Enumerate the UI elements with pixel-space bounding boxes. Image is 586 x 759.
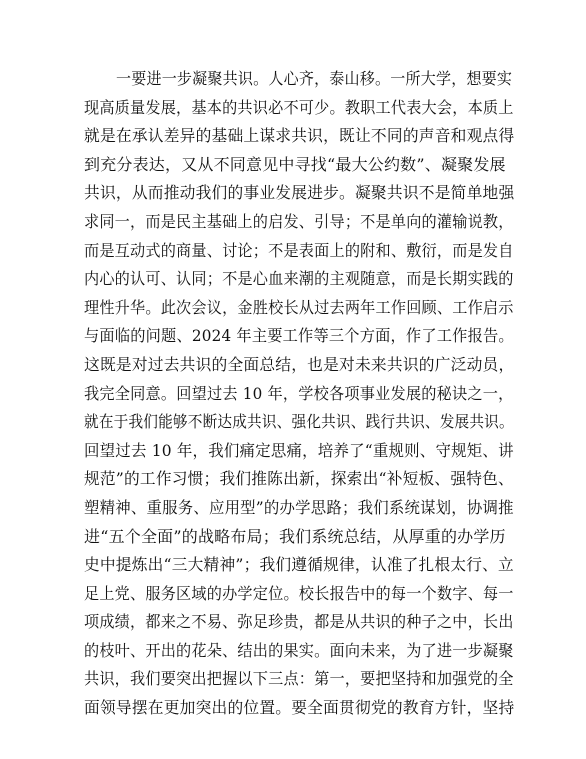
text-line: 项成绩，都来之不易、弥足珍贵，都是从共识的种子之中，长出	[84, 612, 514, 632]
text-line: 一要进一步凝聚共识。人心齐，泰山移。一所大学，想要实	[115, 69, 513, 88]
text-line: 的枝叶、开出的花朵、结出的果实。面向未来，为了进一步凝聚	[84, 640, 514, 660]
text-line: 面领导摆在更加突出的位置。要全面贯彻党的教育方针，坚持	[84, 698, 515, 718]
text-line: 共识，我们要突出把握以下三点：第一，要把坚持和加强党的全	[84, 669, 514, 689]
text-line: 规范”的工作习惯；我们推陈出新，探索出“补短板、强特色、	[84, 469, 514, 489]
text-line: 就在于我们能够不断达成共识、强化共识、践行共识、发展共识。	[84, 412, 514, 432]
text-line: 共识，从而推动我们的事业发展进步。凝聚共识不是简单地强	[84, 183, 515, 203]
text-line: 求同一，而是民主基础上的启发、引导；不是单向的灌输说教，	[84, 211, 514, 231]
text-line: 进“五个全面”的战略布局；我们系统总结，从厚重的办学历	[84, 526, 506, 546]
text-line: 史中提炼出“三大精神”；我们遵循规律，认准了扎根太行、立	[84, 555, 514, 575]
text-line: 到充分表达，又从不同意见中寻找“最大公约数”、凝聚发展	[84, 154, 506, 174]
text-line: 而是互动式的商量、讨论；不是表面上的附和、敷衍，而是发自	[84, 240, 514, 260]
text-line: 理性升华。此次会议，金胜校长从过去两年工作回顾、工作启示	[84, 297, 514, 317]
text-line: 这既是对过去共识的全面总结，也是对未来共识的广泛动员，	[84, 354, 515, 374]
text-line: 现高质量发展，基本的共识必不可少。教职工代表大会，本质上	[84, 97, 514, 117]
text-line: 内心的认可、认同；不是心血来潮的主观随意，而是长期实践的	[84, 269, 514, 289]
text-line: 就是在承认差异的基础上谋求共识，既让不同的声音和观点得	[84, 126, 515, 146]
text-line: 我完全同意。回望过去 10 年，学校各项事业发展的秘诀之一，	[84, 383, 514, 403]
text-line: 回望过去 10 年，我们痛定思痛，培养了“重规则、守规矩、讲	[84, 440, 514, 460]
body-paragraph	[84, 65, 514, 723]
text-line: 塑精神、重服务、应用型”的办学思路；我们系统谋划，协调推	[84, 497, 514, 517]
text-line: 足上党、服务区域的办学定位。校长报告中的每一个数字、每一	[84, 583, 514, 603]
text-line: 与面临的问题、2024 年主要工作等三个方面，作了工作报告。	[84, 326, 514, 346]
